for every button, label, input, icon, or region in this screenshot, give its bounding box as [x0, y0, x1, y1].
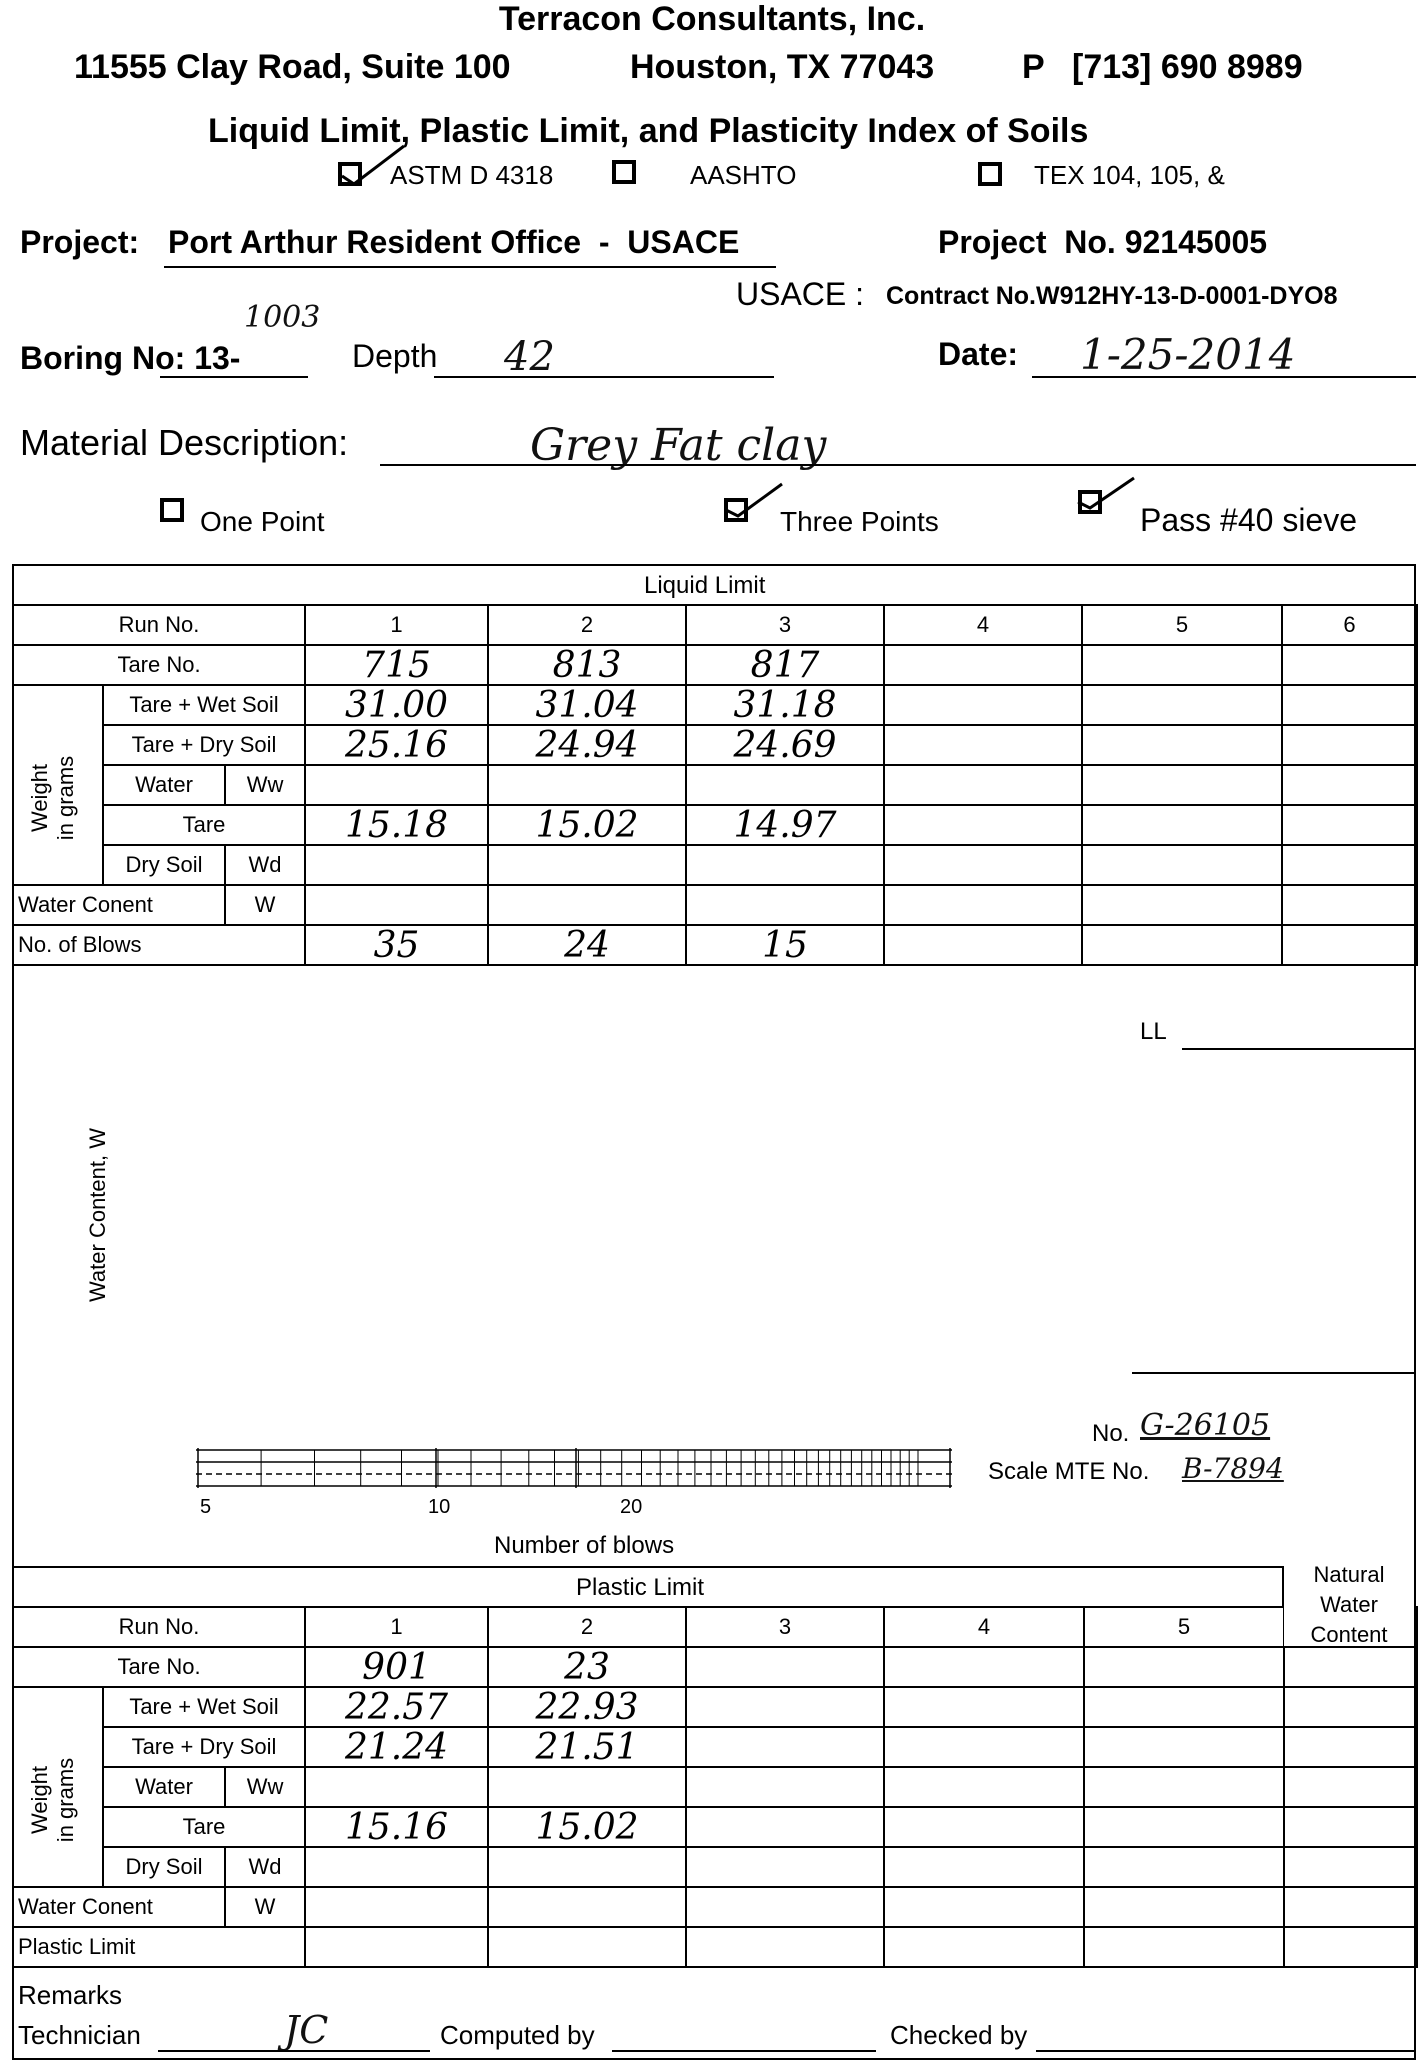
tare-label: Tare	[103, 1807, 305, 1847]
pl-wc-row	[13, 1887, 1417, 1927]
pl-cell[interactable]	[1084, 1687, 1284, 1727]
ll-cell[interactable]	[884, 885, 1082, 925]
run-no-label: Run No.	[13, 605, 305, 645]
pl-cell[interactable]	[686, 1927, 884, 1967]
pl-cell[interactable]	[305, 1887, 488, 1927]
wd-label: Wd	[225, 1847, 305, 1887]
pl-tare-2[interactable]	[488, 1807, 686, 1847]
pl-cell[interactable]	[686, 1727, 884, 1767]
pl-cell[interactable]	[305, 1767, 488, 1807]
pl-run-3: 3	[686, 1607, 884, 1647]
pl-title: Plastic Limit	[576, 1574, 705, 1601]
pl-cell[interactable]	[686, 1687, 884, 1727]
tex-checkbox[interactable]	[978, 162, 1002, 186]
project-label: Project:	[20, 224, 140, 260]
ll-cell[interactable]	[1082, 645, 1282, 685]
hw-value: 15.16	[345, 1807, 449, 1848]
weight-text: Weight	[27, 763, 52, 833]
pl-cell[interactable]	[1284, 1927, 1417, 1967]
ll-wet-3[interactable]	[686, 685, 884, 725]
dry-label: Tare + Dry Soil	[103, 725, 305, 765]
wet-label: Tare + Wet Soil	[103, 685, 305, 725]
technician-line	[158, 2050, 430, 2052]
pl-run-4: 4	[884, 1607, 1084, 1647]
w-label: W	[225, 885, 305, 925]
pl-run-5: 5	[1084, 1607, 1284, 1647]
water-label: Water	[103, 1767, 225, 1807]
company-phone: [713] 690 8989	[1072, 48, 1303, 86]
ll-run-3: 3	[686, 605, 884, 645]
pl-cell[interactable]	[884, 1647, 1084, 1687]
ll-tare-row	[13, 805, 1417, 845]
ll-cell[interactable]	[1082, 925, 1282, 965]
pl-tare-row	[13, 1807, 1417, 1847]
pl-cell[interactable]	[1284, 1647, 1417, 1687]
ll-cell[interactable]	[1282, 885, 1417, 925]
pl-run-row	[13, 1607, 1417, 1647]
pl-top-divider	[12, 1566, 1416, 1568]
ll-cell[interactable]	[884, 805, 1082, 845]
pl-tare-1[interactable]	[305, 1807, 488, 1847]
pl-cell[interactable]	[305, 1847, 488, 1887]
ll-wet-row	[13, 685, 1417, 725]
ll-blows-3[interactable]	[686, 925, 884, 965]
ll-cell[interactable]	[488, 885, 686, 925]
boring-value: 1003	[244, 300, 321, 335]
tick-10: 10	[428, 1496, 451, 1518]
technician-value: JC	[284, 2008, 329, 2052]
pl-label: Plastic Limit	[13, 1927, 305, 1967]
ll-run-6: 6	[1282, 605, 1417, 645]
ll-cell[interactable]	[1282, 765, 1417, 805]
date-line	[1032, 376, 1416, 378]
pl-cell[interactable]	[884, 1887, 1084, 1927]
scale-label: Scale MTE No.	[988, 1458, 1150, 1485]
form-title: Liquid Limit, Plastic Limit, and Plasticity Index of Soils	[208, 112, 1089, 150]
hw-value: 15.02	[535, 805, 639, 846]
pl-cell[interactable]	[884, 1727, 1084, 1767]
water-label: Water	[103, 765, 225, 805]
ll-cell[interactable]	[488, 765, 686, 805]
material-value: Grey Fat clay	[530, 420, 827, 471]
pl-dry-row	[13, 1727, 1417, 1767]
hw-value: 21.51	[535, 1727, 639, 1768]
computed-label: Computed by	[440, 2020, 595, 2050]
pl-cell[interactable]	[1284, 1887, 1417, 1927]
hw-value: 22.93	[535, 1687, 639, 1728]
ll-tare-1[interactable]	[305, 805, 488, 845]
weight-text: Weight	[27, 1765, 52, 1835]
ll-cell[interactable]	[686, 765, 884, 805]
pl-cell[interactable]	[884, 1927, 1084, 1967]
grid-lines	[196, 1448, 952, 1488]
company-name: Terracon Consultants, Inc.	[498, 0, 926, 38]
blows-label: No. of Blows	[13, 925, 305, 965]
ll-cell[interactable]	[884, 725, 1082, 765]
ll-run-1: 1	[305, 605, 488, 645]
ll-cell[interactable]	[1282, 805, 1417, 845]
natural-line-1: Natural	[1313, 1562, 1385, 1587]
pl-cell[interactable]	[488, 1887, 686, 1927]
hw-value: 813	[552, 645, 622, 686]
ll-tare-no-1[interactable]	[305, 645, 488, 685]
depth-label: Depth	[352, 338, 438, 374]
ll-cell[interactable]	[884, 645, 1082, 685]
pl-wet-2[interactable]	[488, 1687, 686, 1727]
pl-cell[interactable]	[1284, 1687, 1417, 1727]
hw-value: 24	[564, 925, 610, 966]
standard-tex: TEX 104, 105, &	[1034, 160, 1225, 190]
ll-tare-no-2[interactable]	[488, 645, 686, 685]
ll-result-label: LL	[1140, 1018, 1167, 1045]
ll-cell[interactable]	[1282, 925, 1417, 965]
ll-cell[interactable]	[1282, 725, 1417, 765]
usace-label: USACE :	[736, 276, 865, 312]
pl-run-2: 2	[488, 1607, 686, 1647]
pl-water-row	[13, 1767, 1417, 1807]
hw-value: 31.04	[535, 685, 639, 726]
pl-cell[interactable]	[1084, 1847, 1284, 1887]
ll-tare-2[interactable]	[488, 805, 686, 845]
ll-cell[interactable]	[884, 925, 1082, 965]
ll-dry-2[interactable]	[488, 725, 686, 765]
pl-cell[interactable]	[1084, 1807, 1284, 1847]
ll-cell[interactable]	[1082, 725, 1282, 765]
pl-cell[interactable]	[686, 1807, 884, 1847]
scale-value: B-7894	[1182, 1452, 1284, 1485]
one-point-label: One Point	[200, 506, 325, 537]
pl-cell[interactable]	[884, 1807, 1084, 1847]
hw-value: 25.16	[345, 725, 449, 766]
drysoil-label: Dry Soil	[103, 1847, 225, 1887]
date-value: 1-25-2014	[1080, 330, 1296, 379]
company-city: Houston, TX 77043	[630, 48, 935, 86]
w-label: W	[225, 1887, 305, 1927]
hw-value: 31.00	[345, 685, 449, 726]
pl-weight-label	[27, 1735, 87, 1865]
no-value: G-26105	[1140, 1408, 1271, 1443]
ll-weight-label	[27, 733, 87, 863]
drysoil-label: Dry Soil	[103, 845, 225, 885]
boring-line	[160, 376, 308, 378]
tare-no-label: Tare No.	[13, 1647, 305, 1687]
chart-y-label: Water Content, W	[85, 1128, 110, 1303]
ll-cell[interactable]	[1082, 805, 1282, 845]
ll-cell[interactable]	[1082, 765, 1282, 805]
pl-cell[interactable]	[884, 1687, 1084, 1727]
ll-cell[interactable]	[1282, 685, 1417, 725]
hw-value: 14.97	[733, 805, 837, 846]
ww-label: Ww	[225, 765, 305, 805]
ll-cell[interactable]	[686, 845, 884, 885]
ll-cell[interactable]	[686, 885, 884, 925]
ll-run-4: 4	[884, 605, 1082, 645]
ll-cell[interactable]	[305, 765, 488, 805]
pl-cell[interactable]	[1084, 1767, 1284, 1807]
phone-label: P	[1022, 48, 1045, 86]
ll-result-line	[1182, 1048, 1414, 1050]
pl-cell[interactable]	[686, 1647, 884, 1687]
ll-run-2: 2	[488, 605, 686, 645]
hw-value: 31.18	[733, 685, 837, 726]
pl-cell[interactable]	[884, 1847, 1084, 1887]
pl-dry-1[interactable]	[305, 1727, 488, 1767]
ll-wet-2[interactable]	[488, 685, 686, 725]
tare-no-label: Tare No.	[13, 645, 305, 685]
ll-cell[interactable]	[884, 685, 1082, 725]
pl-cell[interactable]	[1284, 1767, 1417, 1807]
computed-line	[612, 2050, 876, 2052]
hw-value: 817	[750, 645, 820, 686]
ll-drysoil-row	[13, 845, 1417, 885]
ll-tare-no-row	[13, 645, 1417, 685]
minor-grid-lines	[198, 1450, 918, 1486]
hw-value: 15.18	[345, 805, 449, 846]
no-label: No.	[1092, 1420, 1130, 1447]
project-name-line	[164, 266, 776, 268]
pl-cell[interactable]	[1084, 1727, 1284, 1767]
tick-5: 5	[200, 1496, 212, 1518]
hw-value: 15	[762, 925, 808, 966]
date-label: Date:	[938, 336, 1019, 372]
depth-value: 42	[504, 334, 555, 380]
pl-wet-row	[13, 1687, 1417, 1727]
wc-label: Water Conent	[13, 1887, 225, 1927]
pl-cell[interactable]	[1084, 1887, 1284, 1927]
ll-run-row	[13, 605, 1417, 645]
pass40-label: Pass #40 sieve	[1140, 502, 1358, 538]
natural-line-3: Content	[1310, 1622, 1388, 1646]
boring-label: Boring No: 13-	[20, 340, 241, 376]
checked-line	[1036, 2050, 1414, 2052]
hw-value: 901	[362, 1647, 431, 1688]
ll-dry-3[interactable]	[686, 725, 884, 765]
pl-cell[interactable]	[686, 1767, 884, 1807]
ll-blows-1[interactable]	[305, 925, 488, 965]
ll-dry-1[interactable]	[305, 725, 488, 765]
pl-wet-1[interactable]	[305, 1687, 488, 1727]
tare-label: Tare	[103, 805, 305, 845]
ll-tare-3[interactable]	[686, 805, 884, 845]
ww-label: Ww	[225, 1767, 305, 1807]
pl-cell[interactable]	[686, 1847, 884, 1887]
wet-label: Tare + Wet Soil	[103, 1687, 305, 1727]
pl-cell[interactable]	[1284, 1727, 1417, 1767]
hw-value: 23	[564, 1647, 610, 1688]
run-no-label: Run No.	[13, 1607, 305, 1647]
pl-drysoil-row	[13, 1847, 1417, 1887]
remarks-label: Remarks	[18, 1980, 123, 2010]
ll-water-row	[13, 765, 1417, 805]
standard-aashto: AASHTO	[690, 160, 797, 190]
project-number: Project No. 92145005	[938, 224, 1268, 260]
ll-cell[interactable]	[1082, 685, 1282, 725]
chart-aux-line	[1132, 1372, 1414, 1374]
ll-title: Liquid Limit	[644, 572, 766, 599]
natural-line-2: Water	[1320, 1592, 1378, 1617]
ll-cell[interactable]	[488, 845, 686, 885]
company-address: 11555 Clay Road, Suite 100	[74, 48, 511, 86]
check-mark-icon	[1072, 474, 1142, 514]
ll-cell[interactable]	[305, 845, 488, 885]
pl-cell[interactable]	[1284, 1847, 1417, 1887]
hw-value: 15.02	[535, 1807, 639, 1848]
grams-text: in grams	[53, 1757, 78, 1843]
ll-cell[interactable]	[1282, 645, 1417, 685]
project-name: Port Arthur Resident Office - USACE	[168, 224, 740, 260]
contract-number: Contract No.W912HY-13-D-0001-DYO8	[886, 282, 1338, 310]
ll-tare-no-3[interactable]	[686, 645, 884, 685]
liquid-limit-table	[12, 604, 1418, 966]
ll-blows-2[interactable]	[488, 925, 686, 965]
pl-cell[interactable]	[488, 1767, 686, 1807]
ll-dry-row	[13, 725, 1417, 765]
pl-dry-2[interactable]	[488, 1727, 686, 1767]
material-line	[380, 464, 1416, 466]
ll-cell[interactable]	[1082, 845, 1282, 885]
pl-cell[interactable]	[305, 1927, 488, 1967]
plastic-limit-table	[12, 1606, 1418, 1968]
ll-run-5: 5	[1082, 605, 1282, 645]
pl-cell[interactable]	[686, 1887, 884, 1927]
pl-tare-no-2[interactable]	[488, 1647, 686, 1687]
one-point-checkbox[interactable]	[160, 498, 184, 522]
flow-curve-grid	[196, 1448, 956, 1492]
wd-label: Wd	[225, 845, 305, 885]
ll-cell[interactable]	[1082, 885, 1282, 925]
grams-text: in grams	[53, 755, 78, 841]
pl-cell[interactable]	[488, 1847, 686, 1887]
aashto-checkbox[interactable]	[612, 160, 636, 184]
pl-tare-no-1[interactable]	[305, 1647, 488, 1687]
ll-wc-row	[13, 885, 1417, 925]
dry-label: Tare + Dry Soil	[103, 1727, 305, 1767]
three-points-label: Three Points	[780, 506, 939, 537]
pl-cell[interactable]	[1084, 1927, 1284, 1967]
ll-blows-row	[13, 925, 1417, 965]
pl-cell[interactable]	[1084, 1647, 1284, 1687]
ll-wet-1[interactable]	[305, 685, 488, 725]
checked-label: Checked by	[890, 2020, 1028, 2050]
natural-label	[1284, 1560, 1414, 1646]
technician-label: Technician	[18, 2020, 141, 2050]
pl-run-1: 1	[305, 1607, 488, 1647]
material-label: Material Description:	[20, 422, 349, 463]
hw-value: 24.94	[535, 725, 639, 766]
hw-value: 35	[373, 925, 420, 966]
ll-cell[interactable]	[884, 845, 1082, 885]
pl-cell[interactable]	[488, 1927, 686, 1967]
depth-line	[434, 376, 774, 378]
hw-value: 24.69	[733, 725, 837, 766]
pl-cell[interactable]	[884, 1767, 1084, 1807]
hw-value: 21.24	[345, 1727, 449, 1768]
pl-limit-row	[13, 1927, 1417, 1967]
ll-cell[interactable]	[1282, 845, 1417, 885]
tick-20: 20	[620, 1496, 643, 1518]
pl-tare-no-row	[13, 1647, 1417, 1687]
chart-x-label: Number of blows	[494, 1532, 675, 1559]
ll-cell[interactable]	[305, 885, 488, 925]
wc-label: Water Conent	[13, 885, 225, 925]
ll-cell[interactable]	[884, 765, 1082, 805]
standard-astm: ASTM D 4318	[390, 160, 554, 190]
pl-cell[interactable]	[1284, 1807, 1417, 1847]
hw-value: 22.57	[345, 1687, 449, 1728]
hw-value: 715	[362, 645, 431, 686]
